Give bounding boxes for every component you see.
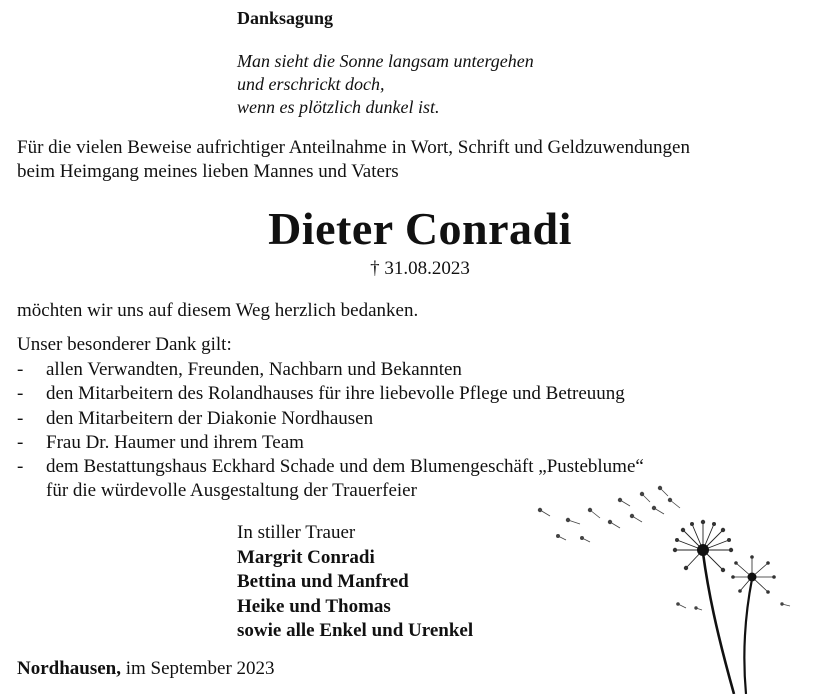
list-item-text: dem Bestattungshaus Eckhard Schade und dem Blumengeschäft „Pusteblume“	[46, 456, 644, 478]
dandelion-illustration	[520, 480, 840, 694]
list-item-text: den Mitarbeitern des Rolandhauses für ihre liebevolle Pflege und Betreuung	[46, 383, 625, 405]
special-thanks-heading: Unser besonderer Dank gilt:	[17, 334, 232, 355]
list-item	[17, 455, 644, 479]
poem	[237, 50, 534, 119]
mourners-block	[237, 521, 473, 644]
poem-line: wenn es plötzlich dunkel ist.	[237, 97, 440, 117]
bullet-dash: -	[17, 407, 24, 429]
bullet-dash: -	[17, 431, 24, 453]
place-name: Nordhausen,	[17, 658, 121, 679]
list-item	[17, 382, 644, 406]
list-item-continuation: für die würdevolle Ausgestaltung der Trauerfeier	[46, 480, 417, 502]
list-item-text: allen Verwandten, Freunden, Nachbarn und Bekannten	[46, 359, 462, 380]
deceased-name: Dieter Conradi	[268, 203, 572, 254]
mourning-intro: In stiller Trauer	[237, 522, 356, 543]
death-date: † 31.08.2023	[370, 258, 470, 279]
intro-line: beim Heimgang meines lieben Mannes und Vaters	[17, 161, 399, 182]
list-item-text: den Mitarbeitern der Diakonie Nordhausen	[46, 407, 374, 429]
mourner-name: sowie alle Enkel und Urenkel	[237, 620, 474, 641]
list-item	[17, 407, 644, 431]
place-date	[17, 658, 275, 680]
poem-line: und erschrickt doch,	[237, 74, 385, 94]
bullet-dash: -	[17, 383, 24, 405]
bullet-dash: -	[17, 359, 24, 380]
list-item	[17, 358, 644, 382]
mourner-name: Bettina und Manfred	[237, 571, 409, 592]
bullet-dash: -	[17, 456, 24, 478]
mourner-name: Heike und Thomas	[237, 595, 391, 617]
list-item	[17, 431, 644, 455]
intro-text	[17, 136, 690, 184]
mourner-name: Margrit Conradi	[237, 546, 375, 568]
poem-line: Man sieht die Sonne langsam untergehen	[237, 51, 534, 71]
intro-line: Für die vielen Beweise aufrichtiger Anteilnahme in Wort, Schrift und Geldzuwendungen	[17, 137, 690, 158]
thanks-line: möchten wir uns auf diesem Weg herzlich bedanken.	[17, 300, 419, 321]
notice-heading: Danksagung	[237, 8, 334, 28]
date-text: im September 2023	[121, 658, 275, 679]
list-item-text: Frau Dr. Haumer und ihrem Team	[46, 431, 304, 453]
